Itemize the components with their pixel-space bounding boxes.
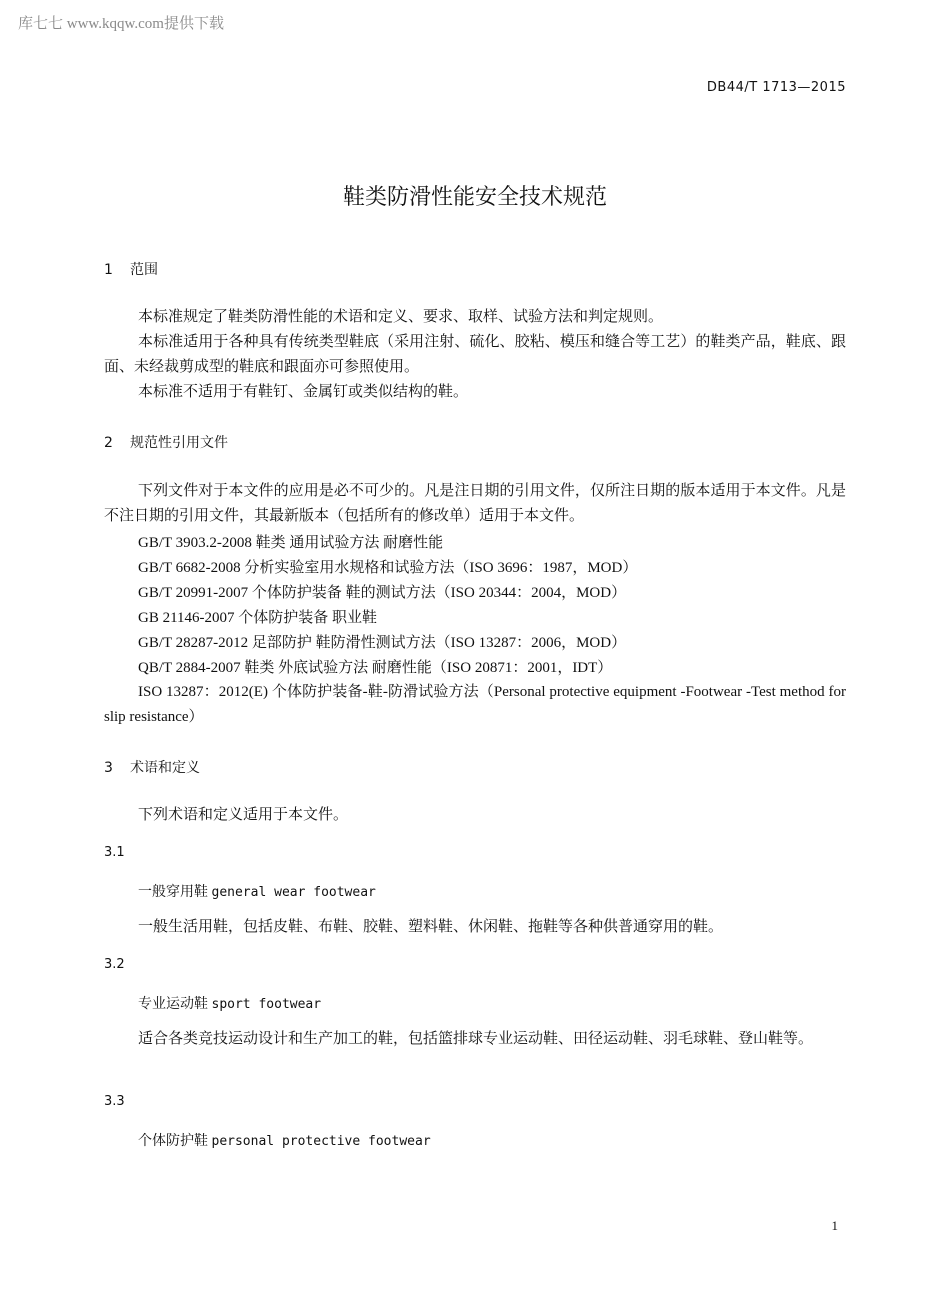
section-title: 规范性引用文件 [130,435,228,451]
paragraph: 下列文件对于本文件的应用是必不可少的。凡是注日期的引用文件，仅所注日期的版本适用于本文件。凡是不注日期的引用文件，其最新版本（包括所有的修改单）适用于本文件。 [104,483,846,524]
section-title: 术语和定义 [130,760,200,776]
paragraph: 本标准不适用于有鞋钉、金属钉或类似结构的鞋。 [138,384,469,400]
clause-number: 3.2 [104,957,125,972]
term-name-en: personal protective footwear [211,1134,431,1149]
document-title: 鞋类防滑性能安全技术规范 [342,185,607,210]
section-number: 1 [104,262,113,278]
clause-number: 3.1 [104,845,125,860]
reference-item: QB/T 2884-2007 鞋类 外底试验方法 耐磨性能（ISO 20871：2001，IDT） [138,660,613,676]
section-number: 3 [104,760,113,776]
section-number: 2 [104,435,113,451]
term-name-en: general wear footwear [211,885,376,900]
reference-item: GB/T 28287-2012 足部防护 鞋防滑性测试方法（ISO 13287：2006，MOD） [138,635,627,651]
section-3-heading [104,757,200,777]
page-number: 1 [831,1218,838,1233]
term-name-en: sport footwear [211,997,322,1012]
term-name-cn: 个体防护鞋 [138,1133,208,1149]
paragraph: 下列术语和定义适用于本文件。 [138,807,349,823]
document-number: DB44/T 1713—2015 [706,80,846,95]
term-definition: 适合各类竞技运动设计和生产加工的鞋，包括篮排球专业运动鞋、田径运动鞋、羽毛球鞋、登山鞋等。 [138,1031,814,1047]
reference-item: ISO 13287：2012(E) 个体防护装备-鞋-防滑试验方法（Personal protective equipment -Footwear -Test method for slip resistance） [104,684,846,725]
term-definition: 一般生活用鞋，包括皮鞋、布鞋、胶鞋、塑料鞋、休闲鞋、拖鞋等各种供普通穿用的鞋。 [138,919,724,935]
reference-item: GB/T 3903.2-2008 鞋类 通用试验方法 耐磨性能 [138,535,444,551]
term-entry [138,993,321,1013]
paragraph: 本标准适用于各种具有传统类型鞋底（采用注射、硫化、胶粘、模压和缝合等工艺）的鞋类产品，鞋底、跟面、未经裁剪成型的鞋底和跟面亦可参照使用。 [104,334,846,375]
watermark-text: 库七七 www.kqqw.com提供下载 [18,16,224,32]
reference-item: GB/T 20991-2007 个体防护装备 鞋的测试方法（ISO 20344：2004，MOD） [138,585,627,601]
term-entry [138,881,376,901]
reference-item: GB 21146-2007 个体防护装备 职业鞋 [138,610,378,626]
reference-item: GB/T 6682-2008 分析实验室用水规格和试验方法（ISO 3696：1987，MOD） [138,560,638,576]
term-name-cn: 一般穿用鞋 [138,884,208,900]
section-2-heading [104,432,228,452]
term-entry [138,1130,431,1150]
clause-number: 3.3 [104,1094,125,1109]
section-title: 范围 [130,262,158,278]
paragraph: 本标准规定了鞋类防滑性能的术语和定义、要求、取样、试验方法和判定规则。 [138,309,664,325]
section-1-heading [104,259,158,279]
term-name-cn: 专业运动鞋 [138,996,208,1012]
